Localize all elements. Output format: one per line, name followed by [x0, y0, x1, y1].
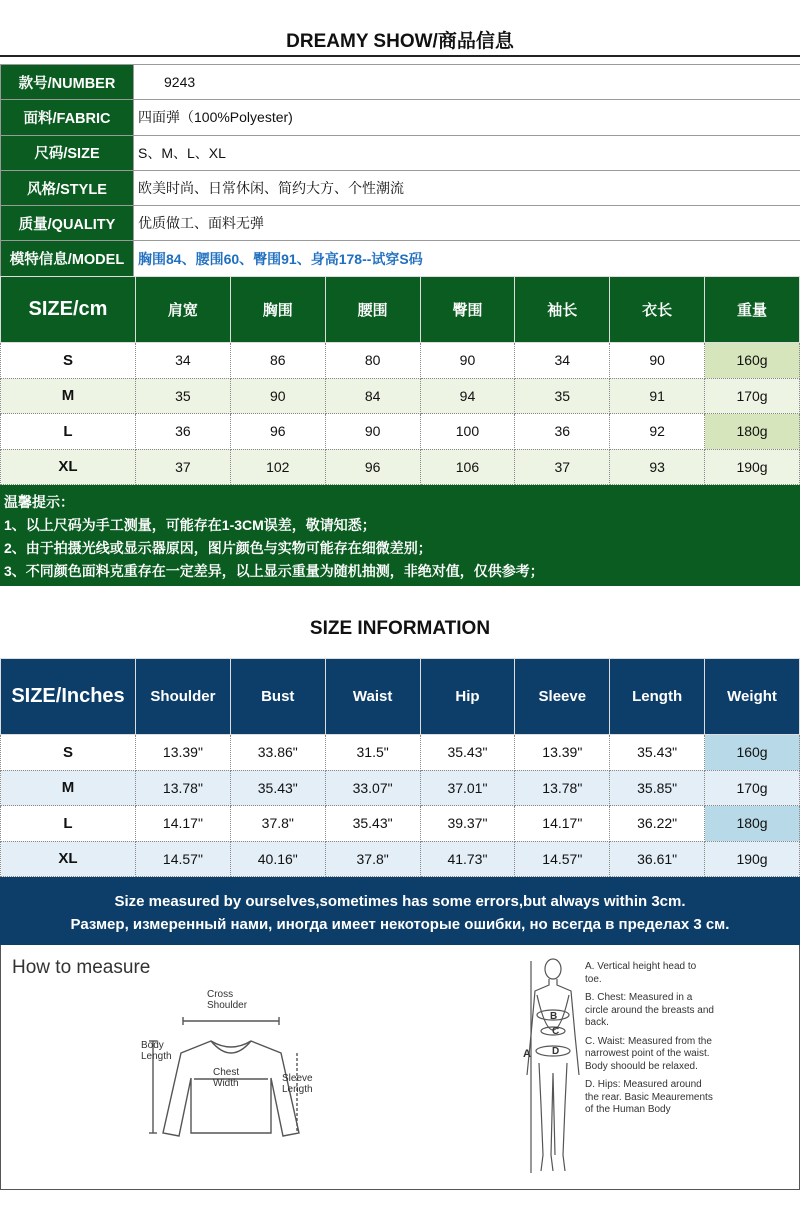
cm-row	[1, 378, 800, 414]
cm-header-cell: 袖长	[515, 277, 610, 343]
body-letter-d: D	[552, 1046, 560, 1057]
cm-row	[1, 449, 800, 485]
cm-header-cell: 胸围	[230, 277, 325, 343]
weight-cell: 160g	[705, 735, 800, 771]
measure-cell: 93	[610, 449, 705, 485]
measure-cell: 37.8"	[230, 806, 325, 842]
cm-header-cell: 臀围	[420, 277, 515, 343]
measure-cell: 86	[230, 343, 325, 379]
measure-cell: 33.07"	[325, 770, 420, 806]
measure-cell: 41.73"	[420, 841, 515, 877]
measure-cell: 13.39"	[515, 735, 610, 771]
size-label: XL	[1, 449, 136, 485]
info-label: 尺码/SIZE	[1, 135, 134, 170]
info-value: S、M、L、XL	[134, 135, 800, 170]
measurement-disclaimer	[0, 877, 800, 945]
title-divider	[0, 55, 800, 57]
measure-cell: 90	[325, 414, 420, 450]
measure-cell: 31.5"	[325, 735, 420, 771]
measure-cell: 35	[515, 378, 610, 414]
info-label: 模特信息/MODEL	[1, 241, 134, 276]
cm-header-cell: 肩宽	[136, 277, 231, 343]
measure-cell: 33.86"	[230, 735, 325, 771]
size-label: M	[1, 378, 136, 414]
info-value: 欧美时尚、日常休闲、简约大方、个性潮流	[134, 170, 800, 205]
info-row	[1, 206, 800, 241]
measure-cell: 36.61"	[610, 841, 705, 877]
info-label: 质量/QUALITY	[1, 206, 134, 241]
body-letter-a: A	[523, 1048, 531, 1060]
measure-cell: 106	[420, 449, 515, 485]
size-label: XL	[1, 841, 136, 877]
cm-header-cell: 衣长	[610, 277, 705, 343]
cm-header-cell: SIZE/cm	[1, 277, 136, 343]
measure-cell: 14.57"	[515, 841, 610, 877]
note-item: 2、由于拍摄光线或显示器原因，图片颜色与实物可能存在细微差别；	[4, 540, 432, 556]
measure-cell: 92	[610, 414, 705, 450]
measure-cell: 37.01"	[420, 770, 515, 806]
weight-cell: 180g	[705, 806, 800, 842]
notes-heading: 温馨提示：	[4, 494, 74, 510]
cm-header-cell: 重量	[705, 277, 800, 343]
weight-cell: 160g	[705, 343, 800, 379]
note-item: 3、不同颜色面料克重存在一定差异，以上显示重量为随机抽测，非绝对值，仅供参考；	[4, 563, 544, 579]
measure-cell: 36.22"	[610, 806, 705, 842]
disclaimer-russian: Размер, измеренный нами, иногда имеет некоторые ошибки, но всегда в пределах 3 см.	[70, 916, 730, 933]
disclaimer-english: Size measured by ourselves,sometimes has some errors,but always within 3cm.	[114, 893, 686, 910]
measure-cell: 14.57"	[136, 841, 231, 877]
info-value: 四面弹（100%Polyester)	[134, 100, 800, 135]
page-title: DREAMY SHOW/商品信息	[286, 31, 514, 52]
inch-header-cell: SIZE/Inches	[1, 659, 136, 735]
measure-cell: 35.43"	[610, 735, 705, 771]
measure-legend	[585, 961, 715, 1123]
info-label: 风格/STYLE	[1, 170, 134, 205]
measure-cell: 36	[515, 414, 610, 450]
notes-panel	[0, 485, 800, 586]
product-info-table	[0, 64, 800, 277]
size-label: S	[1, 735, 136, 771]
legend-item: A. Vertical height head to toe.	[585, 961, 697, 985]
inch-row	[1, 806, 800, 842]
measure-cell: 37.8"	[325, 841, 420, 877]
measure-cell: 36	[136, 414, 231, 450]
measure-cell: 35.43"	[325, 806, 420, 842]
measure-cell: 35.43"	[230, 770, 325, 806]
info-value: 优质做工、面料无弹	[134, 206, 800, 241]
inch-header-cell: Length	[610, 659, 705, 735]
weight-cell: 190g	[705, 841, 800, 877]
measure-cell: 37	[136, 449, 231, 485]
how-to-measure-panel	[0, 945, 800, 1190]
inch-header-cell: Bust	[230, 659, 325, 735]
measure-cell: 14.17"	[515, 806, 610, 842]
weight-cell: 170g	[705, 770, 800, 806]
size-label: M	[1, 770, 136, 806]
inch-header-cell: Waist	[325, 659, 420, 735]
weight-cell: 170g	[705, 378, 800, 414]
measure-cell: 34	[515, 343, 610, 379]
info-value: 9243	[134, 65, 800, 100]
info-value: 胸围84、腰围60、臀围91、身高178--试穿S码	[134, 241, 800, 276]
info-label: 面料/FABRIC	[1, 100, 134, 135]
measure-cell: 37	[515, 449, 610, 485]
measure-title: How to measure	[12, 957, 151, 978]
measure-cell: 34	[136, 343, 231, 379]
measure-cell: 96	[325, 449, 420, 485]
inch-header-cell: Weight	[705, 659, 800, 735]
info-row	[1, 241, 800, 276]
measure-cell: 35.43"	[420, 735, 515, 771]
section-title: SIZE INFORMATION	[309, 618, 491, 639]
info-label: 款号/NUMBER	[1, 65, 134, 100]
measure-cell: 90	[610, 343, 705, 379]
measure-cell: 13.78"	[136, 770, 231, 806]
weight-cell: 180g	[705, 414, 800, 450]
measure-cell: 91	[610, 378, 705, 414]
info-row	[1, 65, 800, 100]
sleeve-length-label: Sleeve Length	[282, 1073, 313, 1095]
cm-row	[1, 414, 800, 450]
cm-row	[1, 343, 800, 379]
size-label: L	[1, 414, 136, 450]
measure-cell: 90	[420, 343, 515, 379]
measure-cell: 80	[325, 343, 420, 379]
inch-header-cell: Sleeve	[515, 659, 610, 735]
size-inches-table	[0, 658, 800, 877]
measure-cell: 13.78"	[515, 770, 610, 806]
info-row	[1, 100, 800, 135]
inch-row	[1, 770, 800, 806]
body-letter-c: C	[552, 1026, 560, 1037]
weight-cell: 190g	[705, 449, 800, 485]
measure-cell: 40.16"	[230, 841, 325, 877]
measure-cell: 35	[136, 378, 231, 414]
size-label: S	[1, 343, 136, 379]
measure-cell: 102	[230, 449, 325, 485]
measure-cell: 100	[420, 414, 515, 450]
measure-cell: 39.37"	[420, 806, 515, 842]
legend-item: D. Hips: Measured around the rear. Basic Meaurements of the Human Body	[585, 1079, 713, 1115]
cross-shoulder-label: Cross Shoulder	[207, 989, 248, 1011]
measure-cell: 35.85"	[610, 770, 705, 806]
size-label: L	[1, 806, 136, 842]
inch-row	[1, 841, 800, 877]
note-item: 1、以上尺码为手工测量，可能存在1-3CM误差，敬请知悉；	[4, 517, 376, 533]
legend-item: C. Waist: Measured from the narrowest point of the waist. Body shoould be relaxed.	[585, 1035, 712, 1072]
body-diagram	[511, 955, 591, 1185]
info-row	[1, 135, 800, 170]
body-length-label: Body Length	[141, 1040, 172, 1062]
info-row	[1, 170, 800, 205]
inch-header-cell: Shoulder	[136, 659, 231, 735]
chest-width-label: Chest Width	[213, 1067, 240, 1089]
measure-cell: 94	[420, 378, 515, 414]
measure-cell: 14.17"	[136, 806, 231, 842]
inch-row	[1, 735, 800, 771]
legend-item: B. Chest: Measured in a circle around the breasts and back.	[585, 992, 714, 1028]
measure-cell: 13.39"	[136, 735, 231, 771]
measure-cell: 96	[230, 414, 325, 450]
body-letter-b: B	[550, 1011, 558, 1022]
measure-cell: 90	[230, 378, 325, 414]
cm-header-cell: 腰围	[325, 277, 420, 343]
size-cm-table	[0, 276, 800, 485]
inch-header-cell: Hip	[420, 659, 515, 735]
measure-cell: 84	[325, 378, 420, 414]
